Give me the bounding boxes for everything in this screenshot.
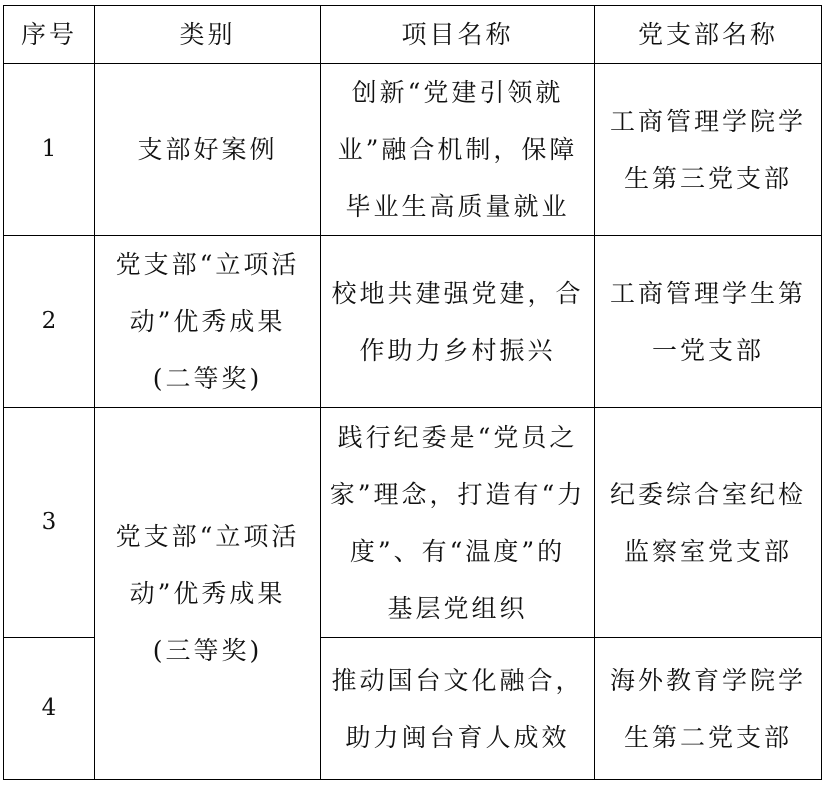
cell-branch-name	[595, 236, 822, 408]
category-text: 党支部“立项活 动”优秀成果 (三等奖)	[115, 522, 300, 665]
category-text: 支部好案例	[137, 135, 278, 164]
cell-project-name	[321, 408, 595, 638]
project-name-text: 推动国台文化融合， 助力闽台育人成效	[331, 665, 584, 752]
cell-branch-name	[595, 408, 822, 638]
cell-branch-name	[595, 64, 822, 236]
table-header-row	[4, 6, 822, 64]
cell-project-name	[321, 236, 595, 408]
category-text: 党支部“立项活 动”优秀成果 (二等奖)	[115, 250, 300, 393]
cell-category-merged	[95, 408, 321, 780]
table-row	[4, 64, 822, 236]
header-category: 类别	[95, 6, 321, 64]
branch-name-text: 工商管理学院学 生第三党支部	[609, 106, 806, 193]
cell-category	[95, 236, 321, 408]
branch-name-text: 纪委综合室纪检 监察室党支部	[609, 479, 806, 566]
branch-name-text: 海外教育学院学 生第二党支部	[609, 665, 806, 752]
cell-serial-number: 3	[4, 408, 95, 638]
branch-name-text: 工商管理学生第 一党支部	[609, 278, 806, 365]
cell-serial-number: 2	[4, 236, 95, 408]
project-name-text: 创新“党建引领就 业”融合机制，保障 毕业生高质量就业	[337, 78, 578, 221]
header-branch-name: 党支部名称	[595, 6, 822, 64]
award-table	[3, 5, 822, 780]
table-row	[4, 236, 822, 408]
project-name-text: 践行纪委是“党员之 家”理念，打造有“力 度”、有“温度”的 基层党组织	[329, 422, 586, 623]
header-serial-number: 序号	[4, 6, 95, 64]
cell-serial-number: 4	[4, 638, 95, 780]
cell-project-name	[321, 638, 595, 780]
cell-category	[95, 64, 321, 236]
project-name-text: 校地共建强党建，合 作助力乡村振兴	[331, 278, 584, 365]
cell-project-name	[321, 64, 595, 236]
table-row	[4, 408, 822, 638]
cell-serial-number: 1	[4, 64, 95, 236]
header-project-name: 项目名称	[321, 6, 595, 64]
cell-branch-name	[595, 638, 822, 780]
